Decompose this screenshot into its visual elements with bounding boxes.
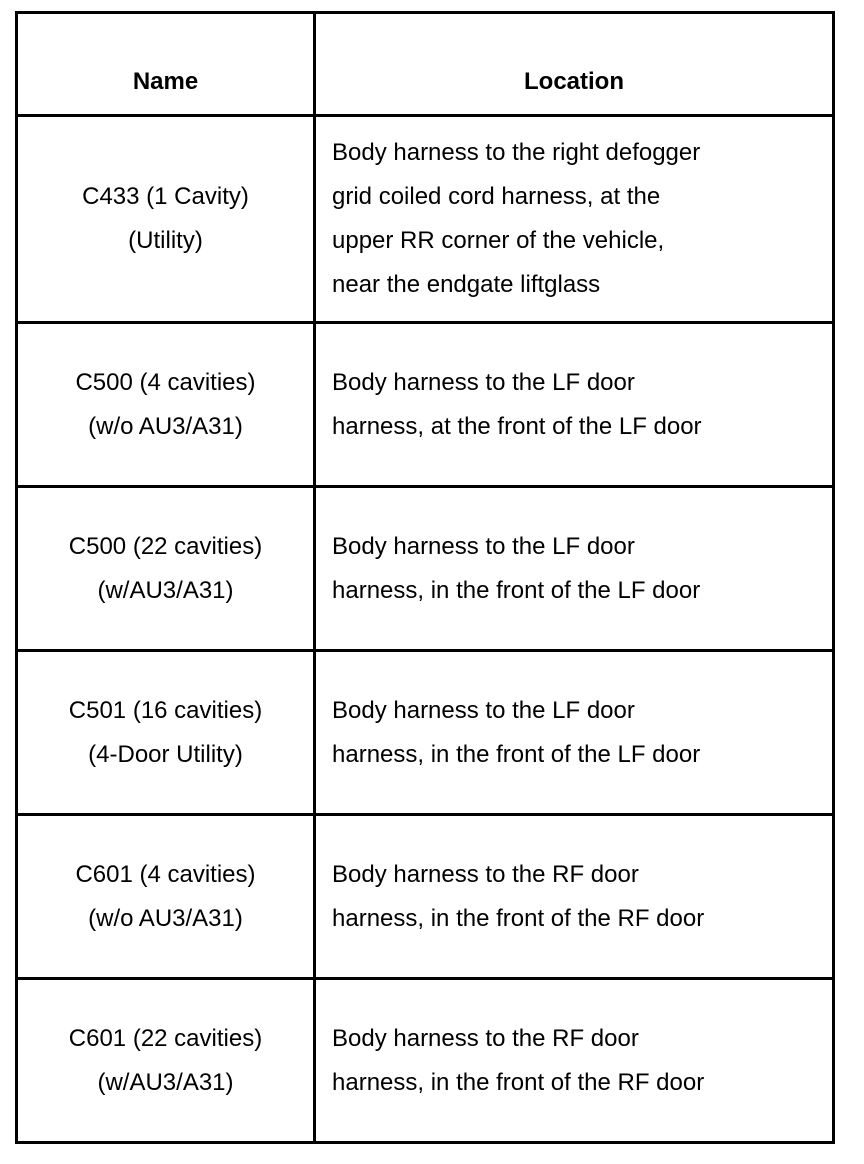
connector-location-line: Body harness to the LF door: [332, 696, 635, 724]
connector-name-line: C500 (4 cavities): [75, 368, 256, 396]
table-row: [17, 116, 834, 323]
connector-name-cell: [17, 651, 315, 815]
connector-location-line: Body harness to the RF door: [332, 860, 639, 888]
table-row: [17, 651, 834, 815]
connector-name-line: (w/o AU3/A31): [88, 904, 243, 932]
connector-location-line: near the endgate liftglass: [332, 271, 601, 298]
connector-location-line: harness, in the front of the RF door: [332, 1068, 705, 1096]
connector-location-cell: [315, 116, 834, 323]
connector-location-cell: [315, 323, 834, 487]
connector-name-cell: [17, 815, 315, 979]
connector-location-table: [15, 11, 835, 1144]
connector-name-line: (w/AU3/A31): [97, 576, 234, 604]
table-row: [17, 979, 834, 1143]
connector-location-cell: [315, 815, 834, 979]
connector-location-line: grid coiled cord harness, at the: [332, 183, 661, 210]
connector-location-line: Body harness to the right defogger: [332, 139, 701, 166]
connector-location-cell: [315, 979, 834, 1143]
connector-location-line: Body harness to the RF door: [332, 1024, 639, 1052]
connector-location-line: harness, in the front of the RF door: [332, 904, 705, 932]
connector-name-line: C433 (1 Cavity): [82, 183, 249, 210]
connector-name-line: (4-Door Utility): [88, 740, 243, 768]
table-row: [17, 487, 834, 651]
connector-name-line: C501 (16 cavities): [68, 696, 263, 724]
connector-name-cell: [17, 979, 315, 1143]
connector-name-line: (Utility): [128, 227, 203, 254]
table-row: [17, 323, 834, 487]
connector-name-line: C500 (22 cavities): [68, 532, 263, 560]
connector-location-cell: [315, 487, 834, 651]
connector-location-line: Body harness to the LF door: [332, 368, 635, 396]
header-name: Name: [17, 13, 315, 116]
header-location: Location: [315, 13, 834, 116]
table-header-row: [17, 13, 834, 116]
connector-location-line: Body harness to the LF door: [332, 532, 635, 560]
table-row: [17, 815, 834, 979]
connector-name-cell: [17, 487, 315, 651]
connector-location-line: upper RR corner of the vehicle,: [332, 227, 665, 254]
connector-name-line: (w/o AU3/A31): [88, 412, 243, 440]
connector-location-cell: [315, 651, 834, 815]
connector-name-cell: [17, 323, 315, 487]
connector-name-line: (w/AU3/A31): [97, 1068, 234, 1096]
connector-location-line: harness, in the front of the LF door: [332, 576, 701, 604]
connector-name-cell: [17, 116, 315, 323]
connector-location-line: harness, in the front of the LF door: [332, 740, 701, 768]
connector-name-line: C601 (22 cavities): [68, 1024, 263, 1052]
connector-name-line: C601 (4 cavities): [75, 860, 256, 888]
connector-location-line: harness, at the front of the LF door: [332, 412, 702, 440]
